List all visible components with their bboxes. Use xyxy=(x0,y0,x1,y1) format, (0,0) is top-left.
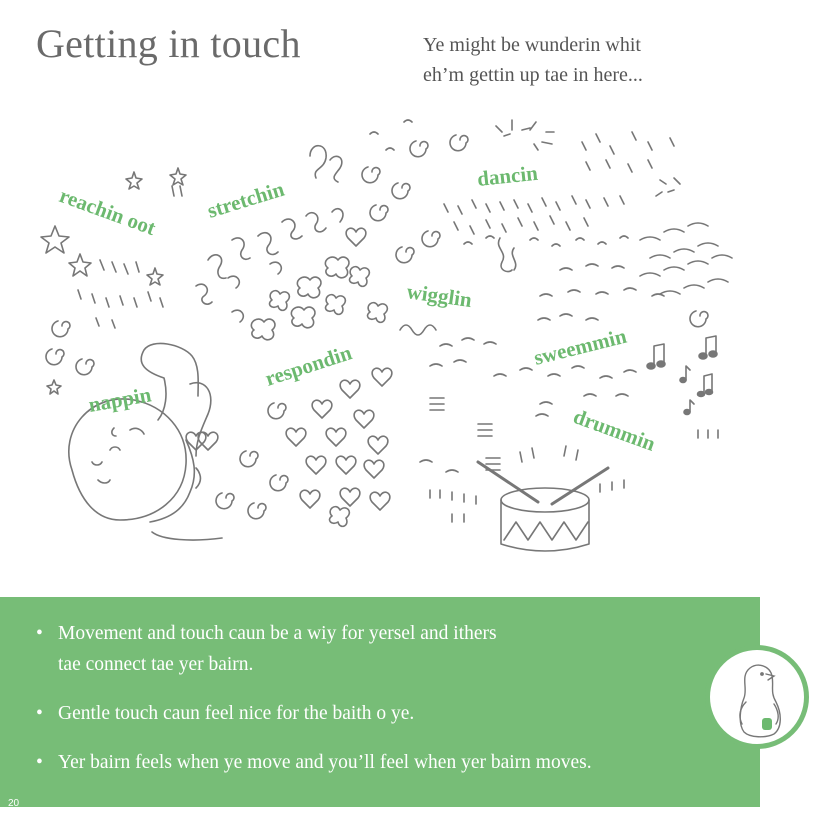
blob-doodles-icon xyxy=(251,257,387,526)
page-title: Getting in touch xyxy=(36,21,301,66)
label-stretchin: stretchin xyxy=(204,176,287,223)
penguin-icon xyxy=(710,650,804,744)
info-bullet-list xyxy=(36,618,592,796)
label-nappin: nappin xyxy=(86,382,153,417)
movement-illustration xyxy=(0,100,816,580)
bullet-text: tae connect tae yer bairn. xyxy=(58,654,254,675)
penguin-badge xyxy=(705,645,809,749)
page-subtitle xyxy=(423,30,643,90)
label-respondin: respondin xyxy=(262,340,355,391)
label-dancin: dancin xyxy=(476,160,539,191)
label-reachin-oot: reachin oot xyxy=(56,183,159,241)
bullet-dot: • xyxy=(36,752,43,773)
bullet-item xyxy=(36,698,592,729)
music-notes-icon xyxy=(647,336,717,415)
bullet-dot: • xyxy=(36,703,43,724)
bullet-text: Yer bairn feels when ye move and you’ll feel when yer bairn moves. xyxy=(58,752,592,773)
subtitle-line-2: eh’m gettin up tae in here... xyxy=(423,64,643,86)
subtitle-line-1: Ye might be wunderin whit xyxy=(423,34,641,56)
bullet-dot: • xyxy=(36,623,43,644)
label-wigglin: wigglin xyxy=(405,279,474,313)
bullet-text: Movement and touch caun be a wiy for yersel and ithers xyxy=(58,623,497,644)
bullet-item xyxy=(36,618,592,680)
label-drummin: drummin xyxy=(570,404,659,456)
page-number: 20 xyxy=(8,798,20,809)
bullet-item xyxy=(36,747,592,778)
label-sweemmin: sweemmin xyxy=(531,323,629,370)
drum-icon xyxy=(478,446,608,551)
bullet-text: Gentle touch caun feel nice for the baith o ye. xyxy=(58,703,415,724)
dance-motion-marks xyxy=(370,120,732,522)
